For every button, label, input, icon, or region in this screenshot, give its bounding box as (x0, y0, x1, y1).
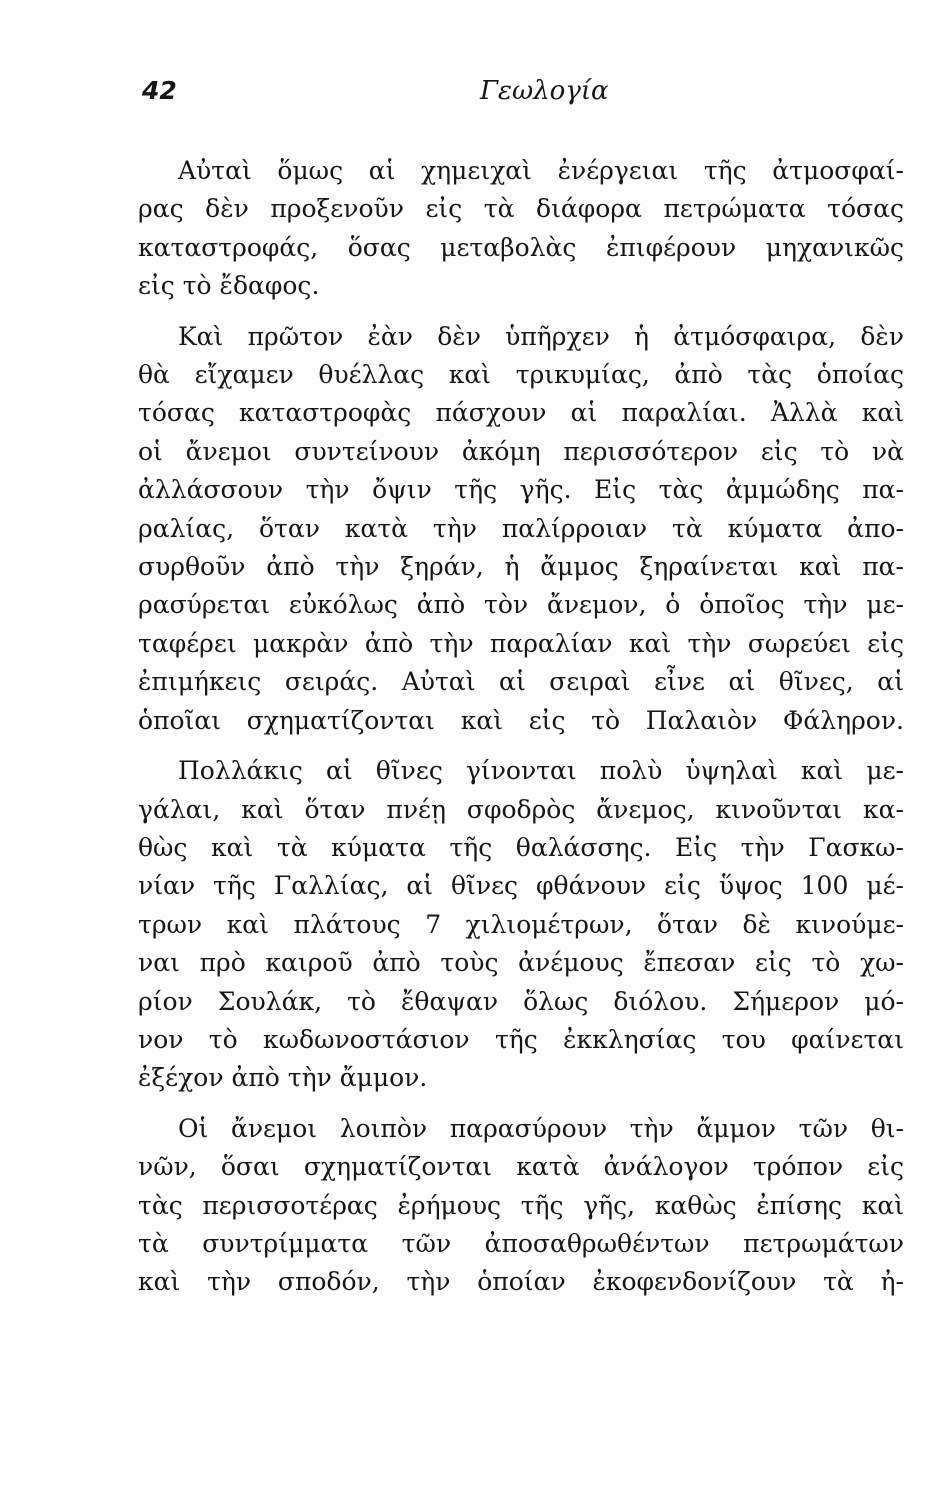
text-line: ἀλλάσσουν τὴν ὄψιν τῆς γῆς. Εἰς τὰς ἀμμώδης πα- (138, 475, 904, 505)
text-line: τὰς περισσοτέρας ἐρήμους τῆς γῆς, καθὼς ἐπίσης καὶ (138, 1190, 904, 1220)
text-line: τόσας καταστροφὰς πάσχουν αἱ παραλίαι. Ἀλλὰ καὶ (138, 398, 904, 428)
text-line: νίαν τῆς Γαλλίας, αἱ θῖνες φθάνουν εἰς ὕψος 100 μέ- (138, 871, 904, 901)
text-line: καὶ τὴν σποδόν, τὴν ὁποίαν ἐκοφενδονίζουν τὰ ἠ- (138, 1267, 904, 1297)
text-line: οἱ ἄνεμοι συντείνουν ἀκόμη περισσότερον εἰς τὸ νὰ (138, 436, 904, 466)
text-line: γάλαι, καὶ ὅταν πνέῃ σφοδρὸς ἄνεμος, κινοῦνται κα- (138, 794, 904, 824)
text-line: νον τὸ κωδωνοστάσιον τῆς ἐκκλησίας του φαίνεται (138, 1024, 904, 1054)
text-line: ραλίας, ὅταν κατὰ τὴν παλίρροιαν τὰ κύματα ἀπο- (138, 513, 904, 543)
text-line: θὼς καὶ τὰ κύματα τῆς θαλάσσης. Εἰς τὴν Γασκω- (138, 832, 904, 862)
running-title: Γεωλογία (480, 76, 609, 106)
text-line: τρων καὶ πλάτους 7 χιλιομέτρων, ὅταν δὲ κινούμε- (138, 909, 904, 939)
page-header (140, 76, 894, 116)
text-line: ἐπιμήκεις σειράς. Αὐταὶ αἱ σειραὶ εἶνε αἱ θῖνες, αἱ (138, 667, 904, 697)
text-line: ἐξέχον ἀπὸ τὴν ἄμμον. (138, 1063, 428, 1093)
paragraph-4 (138, 1110, 904, 1302)
text-line: θὰ εἴχαμεν θυέλλας καὶ τρικυμίας, ἀπὸ τὰς ὁποίας (138, 360, 904, 390)
paragraph-1 (138, 152, 904, 306)
text-line: Καὶ πρῶτον ἐὰν δὲν ὑπῆρχεν ἡ ἀτμόσφαιρα, δὲν (178, 321, 904, 351)
text-line: ρασύρεται εὐκόλως ἀπὸ τὸν ἄνεμον, ὁ ὁποῖος τὴν με- (138, 590, 904, 620)
text-line: συρθοῦν ἀπὸ τὴν ξηράν, ἡ ἄμμος ξηραίνεται καὶ πα- (138, 552, 904, 582)
text-line: ναι πρὸ καιροῦ ἀπὸ τοὺς ἀνέμους ἔπεσαν εἰς τὸ χω- (138, 948, 904, 978)
text-line: ὁποῖαι σχηματίζονται καὶ εἰς τὸ Παλαιὸν Φάληρον. (138, 705, 904, 735)
text-line: ρας δὲν προξενοῦν εἰς τὰ διάφορα πετρώματα τόσας (138, 194, 904, 224)
paragraph-2 (138, 318, 904, 740)
text-line: νῶν, ὅσαι σχηματίζονται κατὰ ἀνάλογον τρόπον εἰς (138, 1152, 904, 1182)
text-line: τὰ συντρίμματα τῶν ἀποσαθρωθέντων πετρωμάτων (138, 1228, 904, 1258)
text-line: Οἱ ἄνεμοι λοιπὸν παρασύρουν τὴν ἄμμον τῶν θι- (178, 1113, 904, 1143)
text-line: ρίον Σουλάκ, τὸ ἔθαψαν ὅλως διόλου. Σήμερον μό- (138, 986, 904, 1016)
text-line: εἰς τὸ ἔδαφος. (138, 271, 320, 301)
text-line: Αὐταὶ ὅμως αἱ χημειχαὶ ἐνέργειαι τῆς ἀτμοσφαί- (178, 156, 904, 185)
body-text (138, 152, 904, 1302)
text-line: Πολλάκις αἱ θῖνες γίνονται πολὺ ὑψηλαὶ καὶ με- (178, 756, 904, 786)
paragraph-3 (138, 752, 904, 1098)
text-line: ταφέρει μακρὰν ἀπὸ τὴν παραλίαν καὶ τὴν σωρεύει εἰς (138, 628, 904, 658)
page-number: 42 (142, 76, 177, 105)
text-line: καταστροφάς, ὅσας μεταβολὰς ἐπιφέρουν μηχανικῶς (138, 232, 904, 262)
